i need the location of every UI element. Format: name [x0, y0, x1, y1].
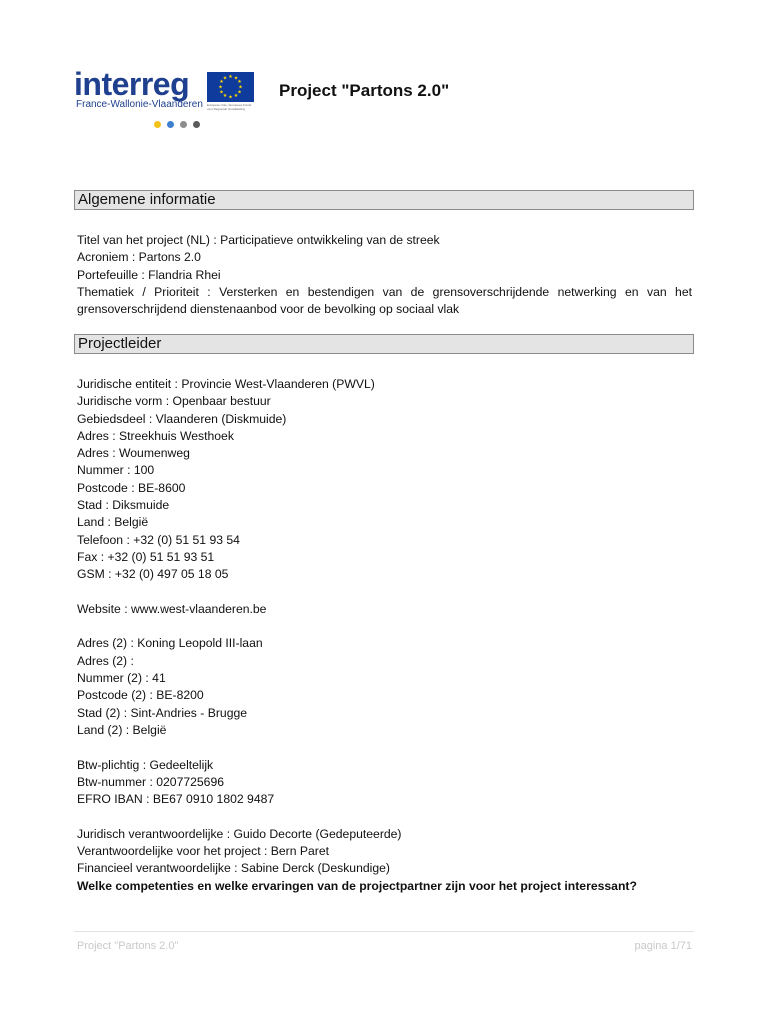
logo-wordmark: interreg — [74, 66, 190, 102]
address2-line-2: Adres (2) : — [77, 653, 134, 668]
footer-divider — [74, 931, 694, 932]
dot-dark-icon — [193, 121, 200, 128]
dot-yellow-icon — [154, 121, 161, 128]
gsm-line: GSM : +32 (0) 497 05 18 05 — [77, 567, 229, 582]
svg-text:★: ★ — [233, 93, 239, 99]
svg-text:★: ★ — [228, 94, 233, 101]
svg-text:★: ★ — [222, 93, 228, 99]
portfolio-line: Portefeuille : Flandria Rhei — [77, 267, 221, 282]
city-line: Stad : Diksmuide — [77, 498, 170, 513]
svg-text:★: ★ — [233, 75, 239, 82]
phone-line: Telefoon : +32 (0) 51 51 93 54 — [77, 532, 240, 547]
svg-text:★: ★ — [237, 79, 242, 85]
document-title: Project "Partons 2.0" — [279, 81, 450, 100]
legal-form-line: Juridische vorm : Openbaar bestuur — [77, 394, 271, 409]
footer-page-number: pagina 1/71 — [634, 940, 692, 952]
website-line: Website : www.west-vlaanderen.be — [77, 601, 267, 616]
svg-text:★: ★ — [228, 74, 233, 80]
number-line: Nummer : 100 — [77, 463, 155, 478]
eu-caption: Europese Unie | Europees Fonds voor Regionale Ontwikkeling — [207, 103, 252, 111]
country-line: Land : België — [77, 515, 149, 530]
thematic-line: Thematiek / Prioriteit : Versterken en bestendigen van de grensoverschrijdende netwerking en van het grensoverschrijdend dienstenaanbod voor de bevolking op sociaal vlak — [77, 284, 692, 317]
postcode-line: Postcode : BE-8600 — [77, 480, 186, 495]
project-title-line: Titel van het project (NL) : Participatieve ontwikkeling van de streek — [77, 233, 440, 247]
legal-entity-line: Juridische entiteit : Provincie West-Vlaanderen (PWVL) — [77, 377, 375, 391]
city2-line: Stad (2) : Sint-Andries - Brugge — [77, 705, 248, 720]
eu-flag-icon — [207, 72, 254, 102]
logo-subtitle: France-Wallonie-Vlaanderen — [76, 99, 203, 110]
svg-text:★: ★ — [237, 89, 242, 96]
number2-line: Nummer (2) : 41 — [77, 671, 166, 686]
svg-text:★: ★ — [219, 79, 224, 85]
svg-text:★: ★ — [238, 84, 243, 91]
spacer — [77, 618, 692, 635]
address-line-1: Adres : Streekhuis Westhoek — [77, 428, 234, 443]
dot-blue-icon — [167, 121, 174, 128]
iban-line: EFRO IBAN : BE67 0910 1802 9487 — [77, 792, 275, 807]
country2-line: Land (2) : België — [77, 722, 167, 737]
financial-responsible-line: Financieel verantwoordelijke : Sabine Derck (Deskundige) — [77, 861, 390, 876]
spacer — [77, 739, 692, 756]
svg-text:★: ★ — [218, 84, 223, 91]
section-heading-general: Algemene informatie — [74, 190, 694, 210]
svg-text:★: ★ — [219, 89, 224, 96]
spacer — [77, 808, 692, 825]
leader-info-block — [77, 376, 692, 895]
postcode2-line: Postcode (2) : BE-8200 — [77, 688, 204, 703]
address-line-2: Adres : Woumenweg — [77, 446, 190, 461]
logo-dots — [154, 115, 206, 133]
svg-text:★: ★ — [222, 75, 228, 82]
footer-project-name: Project "Partons 2.0" — [77, 940, 179, 952]
project-responsible-line: Verantwoordelijke voor het project : Bern Paret — [77, 844, 330, 859]
interreg-logo — [74, 68, 256, 126]
legal-responsible-line: Juridisch verantwoordelijke : Guido Decorte (Gedeputeerde) — [77, 826, 402, 841]
vat-liable-line: Btw-plichtig : Gedeeltelijk — [77, 757, 214, 772]
region-line: Gebiedsdeel : Vlaanderen (Diskmuide) — [77, 411, 287, 426]
fax-line: Fax : +32 (0) 51 51 93 51 — [77, 549, 215, 564]
competences-question: Welke competenties en welke ervaringen van de projectpartner zijn voor het project interessant? — [77, 878, 637, 893]
dot-grey-icon — [180, 121, 187, 128]
spacer — [77, 584, 692, 601]
section-heading-leader: Projectleider — [74, 334, 694, 354]
acronym-line: Acroniem : Partons 2.0 — [77, 250, 201, 265]
vat-number-line: Btw-nummer : 0207725696 — [77, 774, 225, 789]
address2-line-1: Adres (2) : Koning Leopold III-laan — [77, 636, 263, 651]
general-info-block — [77, 232, 692, 318]
